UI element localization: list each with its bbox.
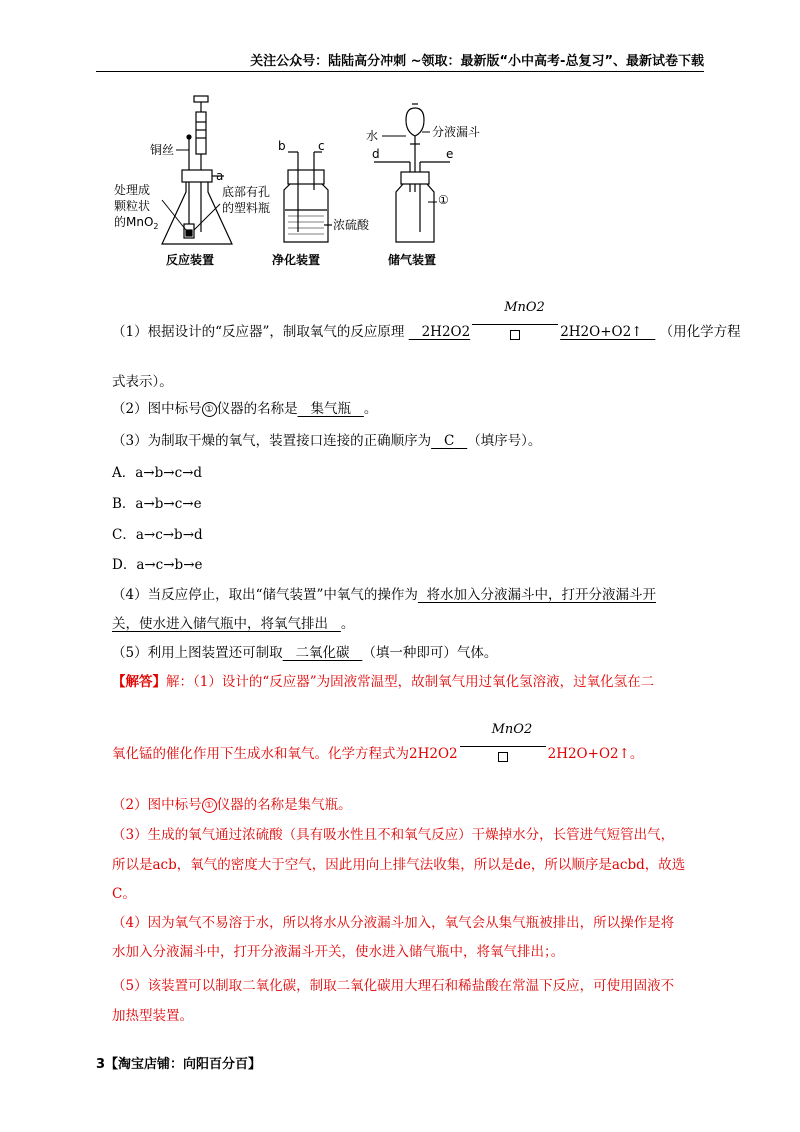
- q4-suffix: 。: [340, 616, 355, 632]
- q3-answer: C: [443, 433, 455, 449]
- solution-rhs: 2H2O+O2↑: [547, 746, 630, 762]
- q1-catalyst-arrow: [470, 300, 560, 340]
- label-conc-sulfuric-acid: 浓硫酸: [333, 218, 370, 232]
- q2-circled-1: ①: [202, 402, 217, 417]
- label-hole-line2: 的塑料瓶: [222, 201, 271, 215]
- option-b: B．a→b→c→e: [112, 496, 202, 512]
- solution-p4-line2: 水加入分液漏斗中，打开分液漏斗开关，使水进入储气瓶中，将氧气排出；。: [112, 944, 565, 960]
- purify-apparatus: [284, 152, 332, 242]
- q2-line: [112, 397, 377, 417]
- label-storage-apparatus: 储气装置: [388, 253, 437, 267]
- solution-tag: 【解答】: [112, 674, 166, 690]
- solution-lhs: 2H2O2: [409, 746, 458, 762]
- q5-line: [112, 641, 497, 661]
- solution-p5-line2: 加热型装置。: [112, 1008, 193, 1024]
- solution-p3-line2: 所以是acb，氧气的密度大于空气，因此用向上排气法收集，所以是de，所以顺序是acbd，故选: [112, 857, 686, 873]
- solution-p3-line3: C。: [112, 886, 136, 902]
- q1-rhs: 2H2O+O2↑: [560, 324, 643, 340]
- q3-prefix: （3）为制取干燥的氧气，装置接口连接的正确顺序为: [112, 433, 432, 449]
- q3-line: [112, 429, 541, 449]
- header-divider: [96, 71, 704, 72]
- label-separatory-funnel: 分液漏斗: [432, 125, 481, 139]
- label-c: c: [318, 139, 325, 153]
- solution-p4-line1: （4）因为氧气不易溶于水，所以将水从分液漏斗加入，氧气会从集气瓶被排出，所以操作是将: [112, 915, 675, 931]
- solution-catalyst: MnO2: [491, 722, 533, 737]
- apparatus-figure: [110, 92, 510, 270]
- q4-answer-1: 将水加入分液漏斗中，打开分液漏斗开: [426, 587, 656, 603]
- solution-catalyst-arrow: [458, 722, 548, 762]
- solution-eq-prefix: 氧化锰的催化作用下生成水和氧气。化学方程式为: [112, 746, 409, 762]
- q1-prefix: （1）根据设计的“反应器”，制取氧气的反应原理: [112, 324, 405, 340]
- q2-suffix: 。: [363, 401, 378, 417]
- q2-mid: 仪器的名称是: [216, 401, 298, 417]
- label-purify-apparatus: 净化装置: [272, 253, 321, 267]
- label-mno2-line2: 颗粒状: [114, 199, 151, 213]
- label-reaction-apparatus: 反应装置: [166, 253, 215, 267]
- option-c: C．a→c→b→d: [112, 527, 203, 543]
- q4-answer-2: 关，使水进入储气瓶中，将氧气排出: [112, 616, 328, 632]
- q5-answer: 二氧化碳: [295, 645, 350, 661]
- q2-prefix: （2）图中标号: [112, 401, 202, 417]
- label-copper-wire: 铜丝: [150, 143, 175, 157]
- q5-suffix: （填一种即可）气体。: [362, 645, 498, 661]
- q1-line: [112, 300, 741, 340]
- page-footer: 3【淘宝店铺：向阳百分百】: [96, 1057, 262, 1072]
- label-a: a: [216, 169, 224, 183]
- q3-suffix: （填序号）。: [467, 433, 542, 449]
- option-d: D．a→c→b→e: [112, 557, 203, 573]
- q1-suffix: （用化学方程: [659, 324, 741, 340]
- solution-intro: [112, 670, 654, 690]
- page-header: 关注公众号：陆陆高分冲刺 ~领取：最新版“小中高考-总复习”、最新试卷下载: [250, 54, 704, 69]
- q2-answer: 集气瓶: [310, 401, 351, 417]
- solution-intro-text: 解：（1）设计的“反应器”为固液常温型，故制氧气用过氧化氢溶液，过氧化氢在二: [166, 674, 655, 690]
- label-d: d: [372, 147, 380, 161]
- solution-p2: （2）图中标号 ① 仪器的名称是集气瓶。: [112, 797, 352, 813]
- option-a: A．a→b→c→d: [112, 465, 203, 481]
- q1-catalyst: MnO2: [504, 300, 545, 315]
- label-hole-line1: 底部有孔: [222, 185, 271, 199]
- q4-prefix: （4）当反应停止，取出“储气装置”中氧气的操作为: [112, 587, 418, 603]
- label-mno2-line1: 处理成: [114, 183, 151, 197]
- q4-line1: [112, 583, 656, 603]
- solution-circled-1: ①: [202, 798, 217, 813]
- q5-prefix: （5）利用上图装置还可制取: [112, 645, 283, 661]
- q1-answer: [409, 300, 656, 340]
- solution-eq-suffix: 。: [629, 746, 644, 762]
- q1-lhs: 2H2O2: [421, 324, 471, 340]
- label-water: 水: [366, 129, 379, 143]
- label-mno2-line3: 的MnO$_2$: [114, 215, 159, 231]
- label-marker-1: ①: [438, 193, 449, 207]
- q1-cont: 式表示）。: [112, 374, 173, 390]
- label-b: b: [278, 139, 286, 153]
- solution-p3-line1: （3）生成的氧气通过浓硫酸（具有吸水性且不和氧气反应）干燥掉水分，长管进气短管出气，: [112, 827, 675, 843]
- solution-p5-line1: （5）该装置可以制取二氧化碳，制取二氧化碳用大理石和稀盐酸在常温下反应，可使用固液不: [112, 978, 675, 994]
- solution-equation-line: [112, 722, 644, 762]
- label-e: e: [446, 147, 454, 161]
- q4-line2: [112, 612, 354, 632]
